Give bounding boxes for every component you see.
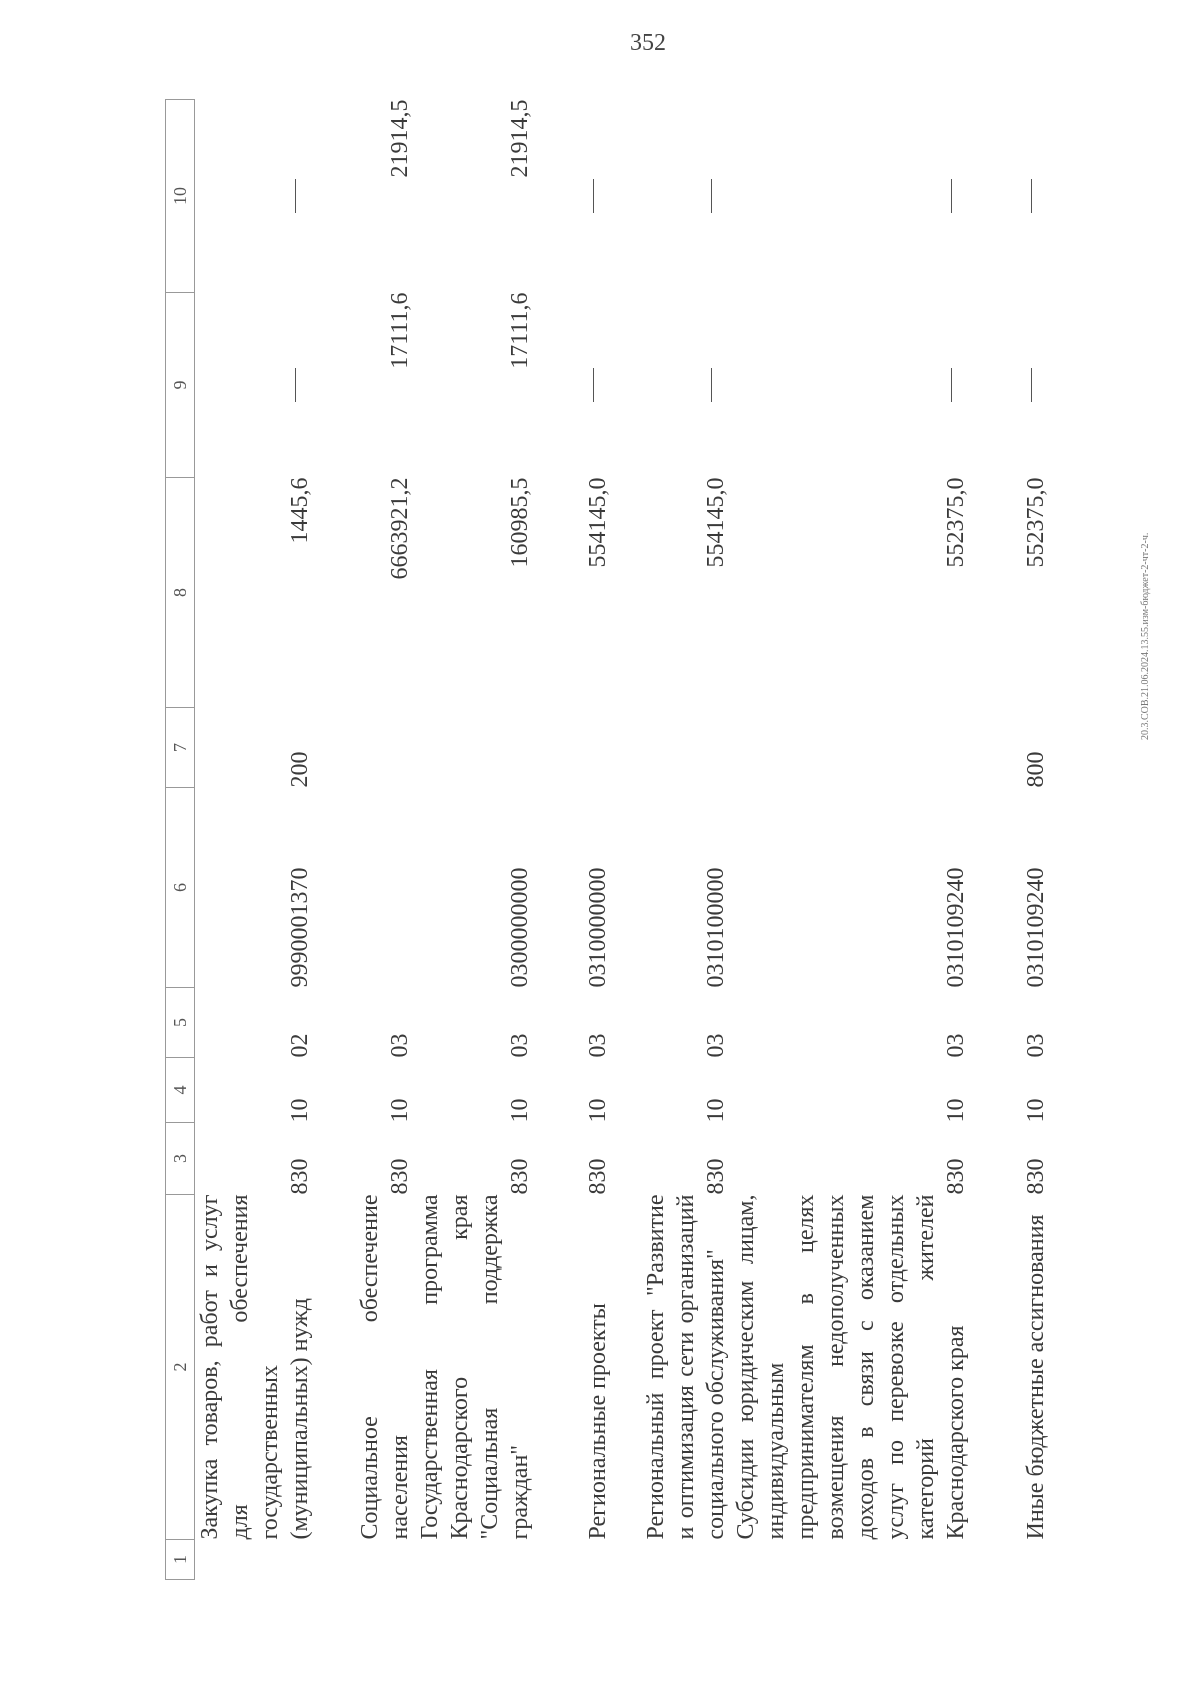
cell-expense-type bbox=[415, 708, 535, 788]
cell-col-9: 17111,6 bbox=[507, 292, 533, 369]
header-col-6: 6 bbox=[166, 788, 195, 988]
cell-subsection: 03 bbox=[585, 1033, 611, 1058]
header-col-1: 1 bbox=[166, 1540, 195, 1580]
header-col-3: 3 bbox=[166, 1123, 195, 1195]
cell-target-article: 9990001370 bbox=[287, 867, 313, 988]
cell-target-article bbox=[315, 788, 415, 988]
cell-col-9 bbox=[971, 293, 1051, 478]
cell-expense-type bbox=[315, 708, 415, 788]
cell-amount: 552375,0 bbox=[1023, 477, 1049, 568]
cell-col-1 bbox=[315, 1540, 415, 1580]
cell-ved: 830 bbox=[1023, 1158, 1049, 1195]
cell-expense-type: 200 bbox=[287, 751, 313, 788]
cell-col-9 bbox=[613, 293, 731, 478]
table-row bbox=[415, 100, 535, 1580]
header-col-8: 8 bbox=[166, 478, 195, 708]
cell-col-10 bbox=[535, 100, 613, 293]
cell-ved: 830 bbox=[585, 1158, 611, 1195]
cell-section: 10 bbox=[1023, 1098, 1049, 1123]
dash-mark bbox=[711, 179, 712, 213]
cell-ved: 830 bbox=[287, 1158, 313, 1195]
cell-col-9: 17111,6 bbox=[387, 292, 413, 369]
cell-section: 10 bbox=[387, 1098, 413, 1123]
cell-section: 10 bbox=[507, 1098, 533, 1123]
rotated-table-container bbox=[165, 100, 1090, 1580]
cell-section: 10 bbox=[585, 1098, 611, 1123]
cell-amount: 552375,0 bbox=[943, 477, 969, 568]
dash-mark bbox=[1031, 179, 1032, 213]
cell-expense-type bbox=[731, 708, 971, 788]
cell-target-article: 0310100000 bbox=[703, 867, 729, 988]
budget-table bbox=[165, 99, 1051, 1580]
dash-mark bbox=[1031, 368, 1032, 402]
cell-subsection: 03 bbox=[507, 1033, 533, 1058]
cell-amount: 554145,0 bbox=[703, 477, 729, 568]
cell-expense-type bbox=[535, 708, 613, 788]
cell-description: Региональные проекты bbox=[585, 1303, 611, 1540]
cell-amount: 554145,0 bbox=[585, 477, 611, 568]
table-row bbox=[195, 100, 316, 1580]
cell-col-1 bbox=[415, 1540, 535, 1580]
header-col-9: 9 bbox=[166, 293, 195, 478]
header-col-5: 5 bbox=[166, 988, 195, 1058]
cell-col-10 bbox=[971, 100, 1051, 293]
cell-ved: 830 bbox=[943, 1158, 969, 1195]
table-header-row bbox=[166, 100, 195, 1580]
cell-target-article: 0310000000 bbox=[585, 867, 611, 988]
cell-expense-type bbox=[613, 708, 731, 788]
dash-mark bbox=[295, 368, 296, 402]
cell-target-article: 0310109240 bbox=[943, 867, 969, 988]
table-row bbox=[535, 100, 613, 1580]
cell-col-10 bbox=[613, 100, 731, 293]
cell-subsection: 03 bbox=[1023, 1033, 1049, 1058]
cell-col-9 bbox=[535, 293, 613, 478]
cell-section: 10 bbox=[703, 1098, 729, 1123]
cell-description: Государственная программа Краснодарского края "Социальная поддержка граждан" bbox=[417, 1194, 533, 1540]
cell-target-article: 0310109240 bbox=[1023, 867, 1049, 988]
cell-subsection: 03 bbox=[703, 1033, 729, 1058]
cell-description: Закупка товаров, работ и услуг для обеспечения государственных (муниципальных) нужд bbox=[197, 1194, 313, 1540]
page-number: 352 bbox=[630, 30, 666, 56]
cell-col-10 bbox=[195, 100, 316, 293]
cell-col-1 bbox=[535, 1540, 613, 1580]
table-row bbox=[613, 100, 731, 1580]
cell-col-10: 21914,5 bbox=[507, 99, 533, 178]
cell-col-1 bbox=[613, 1540, 731, 1580]
cell-subsection: 02 bbox=[287, 1033, 313, 1058]
cell-section: 10 bbox=[943, 1098, 969, 1123]
dash-mark bbox=[951, 368, 952, 402]
dash-mark bbox=[593, 179, 594, 213]
cell-amount: 160985,5 bbox=[507, 477, 533, 568]
header-col-2: 2 bbox=[166, 1195, 195, 1540]
dash-mark bbox=[593, 368, 594, 402]
cell-col-1 bbox=[195, 1540, 316, 1580]
header-col-7: 7 bbox=[166, 708, 195, 788]
cell-col-10: 21914,5 bbox=[387, 99, 413, 178]
cell-description: Региональный проект "Развитие и оптимизация сети организаций социального обслуживания" bbox=[643, 1194, 729, 1540]
cell-description: Субсидии юридическим лицам, индивидуальным предпринимателям в целях возмещения недополученных доходов в связи с оказанием услуг по перевозке отдельных категорий жителей Краснодарского края bbox=[733, 1194, 969, 1540]
cell-col-10 bbox=[731, 100, 971, 293]
dash-mark bbox=[295, 179, 296, 213]
cell-ved: 830 bbox=[507, 1158, 533, 1195]
cell-description: Иные бюджетные ассигнования bbox=[1023, 1214, 1049, 1540]
table-row bbox=[731, 100, 971, 1580]
cell-col-9 bbox=[731, 293, 971, 478]
cell-ved: 830 bbox=[703, 1158, 729, 1195]
table-row bbox=[971, 100, 1051, 1580]
cell-amount: 6663921,2 bbox=[387, 477, 413, 580]
header-col-10: 10 bbox=[166, 100, 195, 293]
cell-subsection: 03 bbox=[943, 1033, 969, 1058]
cell-description: Социальное обеспечение населения bbox=[357, 1194, 413, 1540]
cell-expense-type: 800 bbox=[1023, 751, 1049, 788]
header-col-4: 4 bbox=[166, 1058, 195, 1123]
cell-col-1 bbox=[971, 1540, 1051, 1580]
cell-col-9 bbox=[195, 293, 316, 478]
table-row bbox=[315, 100, 415, 1580]
dash-mark bbox=[711, 368, 712, 402]
cell-subsection: 03 bbox=[387, 1033, 413, 1058]
cell-col-1 bbox=[731, 1540, 971, 1580]
cell-target-article: 0300000000 bbox=[507, 867, 533, 988]
cell-ved: 830 bbox=[387, 1158, 413, 1195]
cell-section: 10 bbox=[287, 1098, 313, 1123]
footer-note: 20.3.СОВ.21.06.2024.13.55.изм-бюджет-2-чт-2-ч. bbox=[1140, 532, 1151, 740]
dash-mark bbox=[951, 179, 952, 213]
cell-amount: 1445,6 bbox=[287, 477, 313, 544]
